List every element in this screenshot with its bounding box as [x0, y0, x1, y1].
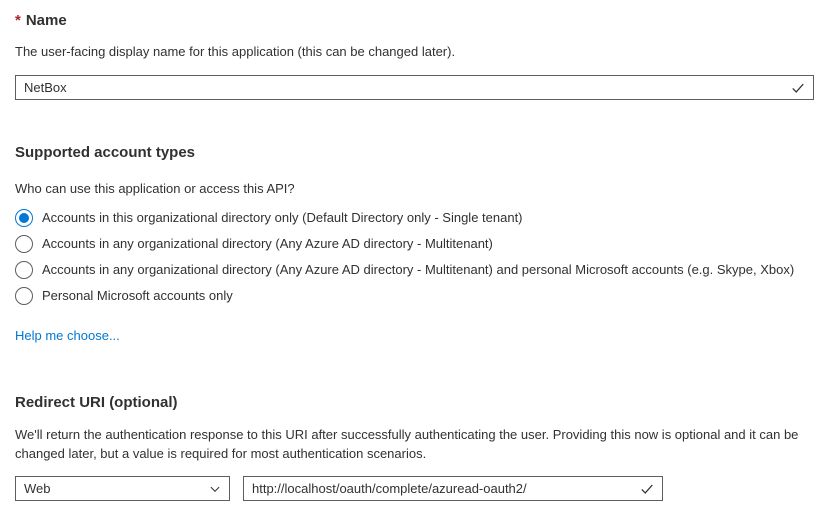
redirect-uri-input[interactable] — [252, 481, 634, 496]
radio-option-multitenant[interactable] — [15, 231, 814, 257]
supported-account-types-section — [15, 143, 814, 345]
radio-button[interactable] — [15, 235, 33, 253]
name-label-text: Name — [25, 12, 67, 29]
radio-option-single-tenant[interactable] — [15, 205, 814, 231]
radio-option-multitenant-personal[interactable] — [15, 257, 814, 283]
account-types-question: Who can use this application or access this API? — [15, 181, 295, 196]
name-input[interactable] — [24, 80, 785, 95]
name-field[interactable] — [15, 75, 814, 100]
redirect-uri-heading: Redirect URI (optional) — [15, 394, 178, 411]
radio-button[interactable] — [15, 287, 33, 305]
help-me-choose-link[interactable]: Help me choose... — [15, 328, 120, 343]
redirect-uri-description: We'll return the authentication response to this URI after successfully authenticating the user. Providing this now is optional and it can be changed later, but a value is required for most authentication scenarios. — [15, 427, 799, 461]
account-types-radio-group — [15, 205, 814, 309]
radio-option-label: Accounts in any organizational directory (Any Azure AD directory - Multitenant) and personal Microsoft accounts (e.g. Skype, Xbox) — [42, 262, 795, 277]
check-icon — [791, 81, 805, 95]
radio-option-personal-only[interactable] — [15, 283, 814, 309]
supported-account-types-heading: Supported account types — [15, 144, 196, 161]
radio-button[interactable] — [15, 209, 33, 227]
platform-dropdown[interactable] — [15, 476, 230, 501]
redirect-uri-section — [15, 393, 814, 501]
radio-option-label: Accounts in this organizational directory only (Default Directory only - Single tenant) — [42, 210, 523, 225]
chevron-down-icon — [209, 483, 221, 495]
radio-option-label: Accounts in any organizational directory (Any Azure AD directory - Multitenant) — [42, 236, 493, 251]
platform-dropdown-value: Web — [24, 481, 51, 496]
redirect-uri-field[interactable] — [243, 476, 663, 501]
radio-option-label: Personal Microsoft accounts only — [42, 288, 233, 303]
check-icon — [640, 482, 654, 496]
name-description: The user-facing display name for this application (this can be changed later). — [15, 44, 456, 59]
required-asterisk: * — [15, 12, 21, 29]
name-section — [15, 11, 814, 100]
redirect-uri-controls — [15, 476, 814, 501]
name-label — [15, 11, 814, 31]
radio-button[interactable] — [15, 261, 33, 279]
